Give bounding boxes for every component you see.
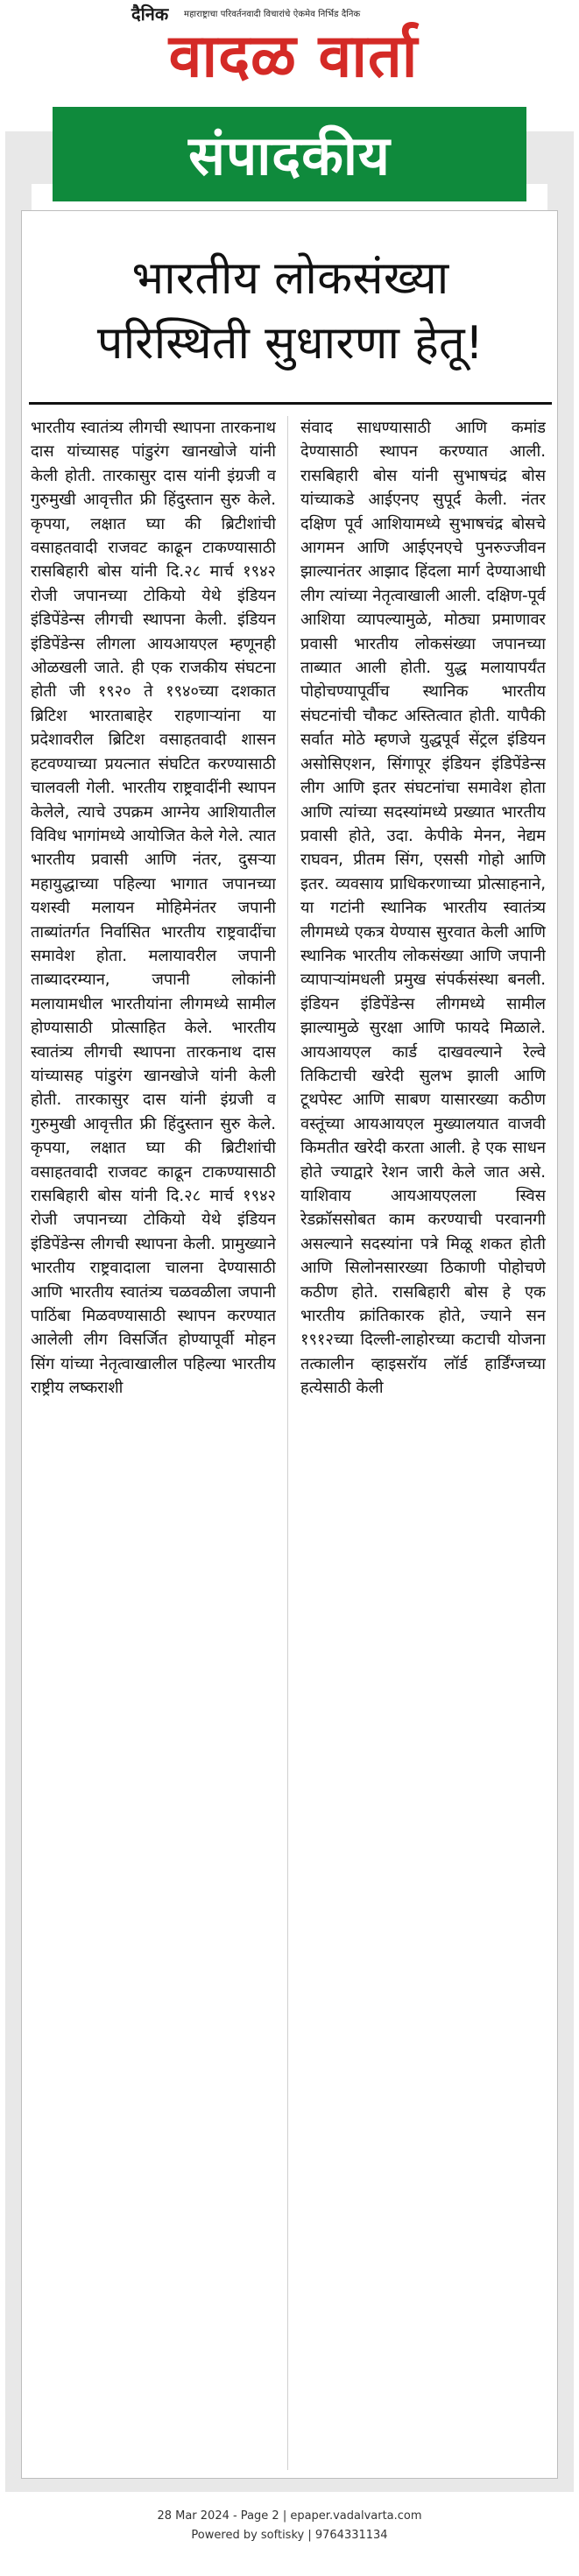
page-footer (0, 2507, 579, 2568)
section-title: संपादकीय (188, 124, 391, 187)
masthead-tagline: महाराष्ट्राचा परिवर्तनवादी विचारांचे ऐकमेव निर्भिड दैनिक (184, 10, 361, 19)
article-column-right-text: संवाद साधण्यासाठी आणि कमांड देण्यासाठी स्थापन करण्यात आली. रासबिहारी बोस यांनी सुभाषचंद्र बोस यांच्याकडे आईएनए सुपूर्द केली. नंतर दक्षिण पूर्व आशियामध्ये सुभाषचंद्र बोसचे आगमन आणि आईएनएचे पुनरुज्जीवन झाल्यानंतर आझाद हिंदला मार्ग देण्याआधी लीग त्यांच्या नेतृत्वाखाली आली. दक्षिण-पूर्व आशिया व्यापल्यामुळे, मोठ्या प्रमाणावर प्रवासी भारतीय लोकसंख्या जपानच्या ताब्यात आली होती. युद्ध मलायापर्यंत पोहोचण्यापूर्वीच स्थानिक भारतीय संघटनांची चौकट अस्तित्वात होती. यापैकी सर्वात मोठे म्हणजे युद्धपूर्व सेंट्रल इंडियन असोसिएशन, सिंगापूर इंडियन इंडिपेंडेन्स लीग आणि इतर संघटनांचा समावेश होता आणि त्यांच्या सदस्यांमध्ये प्रख्यात भारतीय प्रवासी होते, उदा. केपीके मेनन, नेद्यम राघवन, प्रीतम सिंग, एससी गोहो आणि इतर. व्यवसाय प्राधिकरणाच्या प्रोत्साहनाने, या गटांनी स्थानिक भारतीय स्वातंत्र्य लीगमध्ये एकत्र येण्यास सुरवात केली आणि स्थानिक भारतीय लोकसंख्या आणि जपानी व्यापाऱ्यांमधली प्रमुख संपर्कसंस्था बनली. इंडियन इंडिपेंडेन्स लीगमध्ये सामील झाल्यामुळे सुरक्षा आणि फायदे मिळाले. आयआयएल कार्ड दाखवल्याने रेल्वे तिकिटाची खरेदी सुलभ झाली आणि टूथपेस्ट आणि साबण यासारख्या कठीण वस्तूंच्या आयआयएल मुख्यालयात वाजवी किमतीत खरेदी करता आली. हे एक साधन होते ज्याद्वारे रेशन जारी केले जात असे. याशिवाय आयआयएलला स्विस रेडक्रॉससोबत काम करण्याची परवानगी असल्याने सदस्यांना पत्रे मिळू शकत होती आणि सिलोनसारख्या ठिकाणी पोहोचणे कठीण होते. रासबिहारी बोस हे एक भारतीय क्रांतिकारक होते, ज्याने सन १९१२च्या दिल्ली-लाहोरच्या कटाची योजना तत्कालीन व्हाइसरॉय लॉर्ड हार्डिंग्जच्या हत्येसाठी केली (300, 419, 546, 1398)
footer-powered-by: Powered by softisky | 9764331134 (191, 2529, 388, 2542)
column-divider (287, 416, 288, 2470)
article-body (31, 416, 550, 2470)
editorial-article (21, 210, 558, 2479)
masthead-logo: वादळ वार्ता (168, 22, 419, 91)
article-column-left (31, 416, 276, 2470)
headline-divider (29, 402, 552, 405)
section-banner (53, 107, 526, 201)
article-column-right (300, 416, 546, 2470)
article-column-left-text: भारतीय स्वातंत्र्य लीगची स्थापना तारकनाथ दास यांच्यासह पांडुरंग खानखोजे यांनी केली होती. तारकासुर दास यांनी इंग्रजी व गुरुमुखी आवृत्तीत फ्री हिंदुस्तान सुरु केले. कृपया, लक्षात घ्या की ब्रिटीशांची वसाहतवादी राजवट काढून टाकण्यासाठी रासबिहारी बोस यांनी दि.२८ मार्च १९४२ रोजी जपानच्या टोकियो येथे इंडियन इंडिपेंडेन्स लीगची स्थापना केली. इंडियन इंडिपेंडेन्स लीगला आयआयएल म्हणूनही ओळखली जाते. ही एक राजकीय संघटना होती जी १९२० ते १९४०च्या दशकात ब्रिटिश भारताबाहेर राहणाऱ्यांना या प्रदेशावरील ब्रिटिश वसाहतवादी शासन हटवण्याच्या प्रयत्नात संघटित करण्यासाठी चालवली गेली. भारतीय राष्ट्रवादींनी स्थापन केलेले, त्याचे उपक्रम आग्नेय आशियातील विविध भागांमध्ये आयोजित केले गेले. त्यात भारतीय प्रवासी आणि नंतर, दुसऱ्या महायुद्धाच्या पहिल्या भागात जपानच्या यशस्वी मलायन मोहिमेनंतर जपानी ताब्यांतर्गत निर्वासित भारतीय राष्ट्रवादींचा समावेश होता. मलायावरील जपानी ताब्यादरम्यान, जपानी लोकांनी मलायामधील भारतीयांना लीगमध्ये सामील होण्यासाठी प्रोत्साहित केले. भारतीय स्वातंत्र्य लीगची स्थापना तारकनाथ दास यांच्यासह पांडुरंग खानखोजे यांनी केली होती. तारकासुर दास यांनी इंग्रजी व गुरुमुखी आवृत्तीत फ्री हिंदुस्तान सुरु केले. कृपया, लक्षात घ्या की ब्रिटीशांची वसाहतवादी राजवट काढून टाकण्यासाठी रासबिहारी बोस यांनी दि.२८ मार्च १९४२ रोजी जपानच्या टोकियो येथे इंडियन इंडिपेंडेन्स लीगची स्थापना केली. प्रामुख्याने भारतीय राष्ट्रवादाला चालना देण्यासाठी आणि भारतीय स्वातंत्र्य चळवळीला जपानी पाठिंबा मिळवण्यासाठी स्थापन करण्यात आलेली लीग विसर्जित होण्यापूर्वी मोहन सिंग यांच्या नेतृत्वाखालील पहिल्या भारतीय राष्ट्रीय लष्कराशी (31, 419, 276, 1398)
footer-date-source[interactable]: 28 Mar 2024 - Page 2 | epaper.vadalvarta.com (157, 2509, 422, 2523)
headline (22, 246, 559, 386)
masthead (0, 0, 579, 96)
headline-line-2: परिस्थिती सुधारणा हेतू! (96, 317, 484, 370)
headline-line-1: भारतीय लोकसंख्या (131, 252, 449, 305)
masthead-daily-label: दैनिक (131, 4, 169, 25)
